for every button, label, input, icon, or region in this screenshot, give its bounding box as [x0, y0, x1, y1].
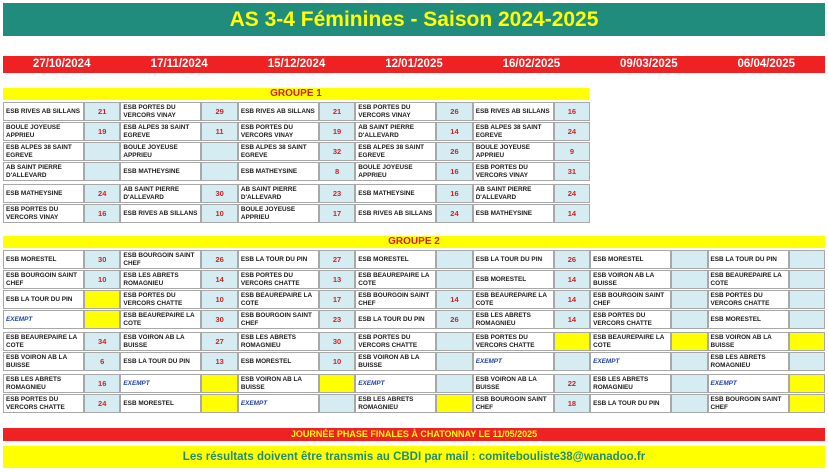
team-name: ESB BEAUREPAIRE LA COTE: [238, 290, 319, 309]
score-cell[interactable]: [671, 250, 707, 269]
team-name: EXEMPT: [473, 352, 554, 371]
score-cell[interactable]: [201, 374, 237, 393]
date-cell: 16/02/2025: [502, 58, 561, 70]
score-cell[interactable]: [554, 332, 590, 351]
score-cell[interactable]: 14: [554, 290, 590, 309]
score-cell[interactable]: 18: [554, 394, 590, 413]
team-name: ESB PORTES DU VERCORS CHATTE: [120, 290, 201, 309]
score-cell[interactable]: 21: [84, 102, 120, 121]
date-cell: 15/12/2024: [267, 58, 326, 70]
team-name: ESB LA TOUR DU PIN: [590, 394, 671, 413]
team-name: ESB MORESTEL: [238, 352, 319, 371]
score-cell[interactable]: 14: [554, 204, 590, 223]
team-name: ESB BEAUREPAIRE LA COTE: [120, 310, 201, 329]
team-name: ESB PORTES DU VERCORS VINAY: [120, 102, 201, 121]
score-cell[interactable]: 24: [554, 122, 590, 141]
table-row: [3, 394, 825, 413]
team-name: BOULE JOYEUSE APPRIEU: [238, 204, 319, 223]
team-name: BOULE JOYEUSE APPRIEU: [120, 142, 201, 161]
score-cell[interactable]: 19: [319, 122, 355, 141]
team-name: BOULE JOYEUSE APPRIEU: [355, 162, 436, 181]
team-name: EXEMPT: [708, 374, 789, 393]
score-cell[interactable]: [436, 250, 472, 269]
team-name: ESB BEAUREPAIRE LA COTE: [355, 270, 436, 289]
team-name: ESB MATHEYSINE: [473, 204, 554, 223]
score-cell[interactable]: [84, 162, 120, 181]
team-name: AB SAINT PIERRE D'ALLEVARD: [238, 184, 319, 203]
team-name: ESB LA TOUR DU PIN: [355, 310, 436, 329]
team-name: ESB ALPES 38 SAINT EGREVE: [238, 142, 319, 161]
score-cell[interactable]: 14: [554, 310, 590, 329]
date-cell: 12/01/2025: [385, 58, 443, 70]
footer-banner: Les résultats doivent être transmis au CBDI par mail : comitebouliste38@wanadoo.fr: [3, 446, 825, 468]
score-cell[interactable]: [84, 142, 120, 161]
table-row: [3, 310, 825, 329]
score-cell[interactable]: 34: [84, 332, 120, 351]
score-cell[interactable]: 14: [554, 270, 590, 289]
team-name: ESB BOURGOIN SAINT CHEF: [590, 290, 671, 309]
team-name: ESB PORTES DU VERCORS CHATTE: [590, 310, 671, 329]
table-row: [3, 250, 825, 269]
team-name: ESB VOIRON AB LA BUISSE: [355, 352, 436, 371]
score-cell[interactable]: 24: [436, 204, 472, 223]
table-row: [3, 270, 825, 289]
team-name: ESB LES ABRETS ROMAGNIEU: [238, 332, 319, 351]
score-cell[interactable]: [671, 290, 707, 309]
team-name: ESB BOURGOIN SAINT CHEF: [708, 394, 789, 413]
score-cell[interactable]: 10: [84, 270, 120, 289]
table-row: [3, 332, 825, 351]
team-name: ESB MORESTEL: [3, 250, 84, 269]
team-name: ESB VOIRON AB LA BUISSE: [473, 374, 554, 393]
score-cell[interactable]: 29: [201, 102, 237, 121]
team-name: EXEMPT: [590, 352, 671, 371]
team-name: ESB MORESTEL: [590, 250, 671, 269]
final-phase-banner: JOURNÉE PHASE FINALES À CHATONNAY LE 11/05/2025: [3, 428, 825, 441]
team-name: EXEMPT: [355, 374, 436, 393]
score-cell[interactable]: 13: [319, 270, 355, 289]
team-name: ESB RIVES AB SILLANS: [120, 204, 201, 223]
score-cell[interactable]: [671, 310, 707, 329]
score-cell[interactable]: 30: [201, 184, 237, 203]
score-cell[interactable]: 27: [201, 332, 237, 351]
team-name: ESB BOURGOIN SAINT CHEF: [120, 250, 201, 269]
score-cell[interactable]: [671, 270, 707, 289]
score-cell[interactable]: [201, 162, 237, 181]
score-cell[interactable]: 27: [319, 250, 355, 269]
team-name: ESB LA TOUR DU PIN: [3, 290, 84, 309]
team-name: ESB PORTES DU VERCORS CHATTE: [473, 332, 554, 351]
score-cell[interactable]: [789, 290, 825, 309]
team-name: ESB RIVES AB SILLANS: [3, 102, 84, 121]
team-name: ESB LA TOUR DU PIN: [708, 250, 789, 269]
score-cell[interactable]: [554, 352, 590, 371]
team-name: AB SAINT PIERRE D'ALLEVARD: [355, 122, 436, 141]
score-cell[interactable]: [436, 332, 472, 351]
score-cell[interactable]: [201, 142, 237, 161]
score-cell[interactable]: 16: [436, 184, 472, 203]
team-name: ESB PORTES DU VERCORS VINAY: [3, 204, 84, 223]
team-name: ESB MATHEYSINE: [120, 162, 201, 181]
score-cell[interactable]: 17: [319, 204, 355, 223]
team-name: ESB VOIRON AB LA BUISSE: [238, 374, 319, 393]
team-name: ESB PORTES DU VERCORS VINAY: [355, 102, 436, 121]
score-cell[interactable]: [436, 352, 472, 371]
team-name: ESB LES ABRETS ROMAGNIEU: [590, 374, 671, 393]
team-name: ESB BOURGOIN SAINT CHEF: [473, 394, 554, 413]
team-name: AB SAINT PIERRE D'ALLEVARD: [3, 162, 84, 181]
team-name: ESB BEAUREPAIRE LA COTE: [3, 332, 84, 351]
table-row: [3, 102, 590, 121]
score-cell[interactable]: [319, 394, 355, 413]
team-name: ESB BOURGOIN SAINT CHEF: [238, 310, 319, 329]
team-name: ESB LA TOUR DU PIN: [120, 352, 201, 371]
score-cell[interactable]: 16: [84, 374, 120, 393]
team-name: ESB MATHEYSINE: [355, 184, 436, 203]
team-name: ESB PORTES DU VERCORS VINAY: [238, 122, 319, 141]
score-cell[interactable]: [84, 290, 120, 309]
score-cell[interactable]: 24: [84, 184, 120, 203]
team-name: EXEMPT: [238, 394, 319, 413]
score-cell[interactable]: 14: [436, 290, 472, 309]
score-cell[interactable]: [789, 250, 825, 269]
team-name: AB SAINT PIERRE D'ALLEVARD: [473, 184, 554, 203]
team-name: ESB MORESTEL: [473, 270, 554, 289]
score-cell[interactable]: 22: [554, 374, 590, 393]
score-cell[interactable]: 32: [319, 142, 355, 161]
score-cell[interactable]: 23: [319, 310, 355, 329]
score-cell[interactable]: 10: [319, 352, 355, 371]
team-name: ESB BEAUREPAIRE LA COTE: [473, 290, 554, 309]
score-cell[interactable]: 26: [554, 250, 590, 269]
team-name: ESB MATHEYSINE: [3, 184, 84, 203]
score-cell[interactable]: [789, 394, 825, 413]
score-cell[interactable]: 14: [436, 122, 472, 141]
team-name: ESB PORTES DU VERCORS CHATTE: [238, 270, 319, 289]
table-row: [3, 122, 590, 141]
groupe2-title: GROUPE 2: [3, 236, 825, 248]
team-name: ESB PORTES DU VERCORS CHATTE: [355, 332, 436, 351]
team-name: ESB MORESTEL: [355, 250, 436, 269]
team-name: EXEMPT: [3, 310, 84, 329]
team-name: ESB PORTES DU VERCORS CHATTE: [708, 290, 789, 309]
score-cell[interactable]: 9: [554, 142, 590, 161]
table-row: [3, 204, 590, 223]
date-cell: 27/10/2024: [32, 58, 91, 70]
team-name: ESB VOIRON AB LA BUISSE: [120, 332, 201, 351]
date-cell: 09/03/2025: [620, 58, 678, 70]
score-cell[interactable]: 26: [201, 250, 237, 269]
score-cell[interactable]: [436, 270, 472, 289]
table-row: [3, 352, 825, 371]
team-name: ESB BEAUREPAIRE LA COTE: [708, 270, 789, 289]
score-cell[interactable]: 14: [201, 270, 237, 289]
team-name: ESB LA TOUR DU PIN: [473, 250, 554, 269]
score-cell[interactable]: [671, 394, 707, 413]
team-name: EXEMPT: [120, 374, 201, 393]
score-cell[interactable]: 26: [436, 310, 472, 329]
score-cell[interactable]: [436, 374, 472, 393]
team-name: ESB LES ABRETS ROMAGNIEU: [355, 394, 436, 413]
team-name: ESB VOIRON AB LA BUISSE: [590, 270, 671, 289]
score-cell[interactable]: 13: [201, 352, 237, 371]
score-cell[interactable]: 24: [84, 394, 120, 413]
score-cell[interactable]: 17: [319, 290, 355, 309]
table-row: [3, 184, 590, 203]
team-name: BOULE JOYEUSE APPRIEU: [3, 122, 84, 141]
score-cell[interactable]: 24: [554, 184, 590, 203]
score-cell[interactable]: [789, 374, 825, 393]
team-name: AB SAINT PIERRE D'ALLEVARD: [120, 184, 201, 203]
score-cell[interactable]: [84, 310, 120, 329]
score-cell[interactable]: 30: [201, 310, 237, 329]
team-name: ESB LES ABRETS ROMAGNIEU: [3, 374, 84, 393]
table-row: [3, 374, 825, 393]
score-cell[interactable]: 10: [201, 290, 237, 309]
table-row: [3, 142, 590, 161]
team-name: ESB BEAUREPAIRE LA COTE: [590, 332, 671, 351]
team-name: ESB RIVES AB SILLANS: [473, 102, 554, 121]
score-cell[interactable]: [789, 332, 825, 351]
score-cell[interactable]: [671, 374, 707, 393]
team-name: ESB BOURGOIN SAINT CHEF: [355, 290, 436, 309]
score-cell[interactable]: [671, 332, 707, 351]
team-name: ESB PORTES DU VERCORS CHATTE: [3, 394, 84, 413]
score-cell[interactable]: 16: [84, 204, 120, 223]
team-name: ESB MATHEYSINE: [238, 162, 319, 181]
score-cell[interactable]: 30: [319, 332, 355, 351]
team-name: ESB LES ABRETS ROMAGNIEU: [708, 352, 789, 371]
date-cell: 17/11/2024: [150, 58, 208, 70]
groupe1-title: GROUPE 1: [3, 88, 589, 100]
score-cell[interactable]: [789, 310, 825, 329]
page-title: AS 3-4 Féminines - Saison 2024-2025: [3, 3, 825, 36]
team-name: ESB MORESTEL: [120, 394, 201, 413]
score-cell[interactable]: [201, 394, 237, 413]
score-cell[interactable]: 26: [436, 102, 472, 121]
team-name: ESB VOIRON AB LA BUISSE: [3, 352, 84, 371]
team-name: ESB RIVES AB SILLANS: [238, 102, 319, 121]
score-cell[interactable]: [319, 374, 355, 393]
team-name: ESB PORTES DU VERCORS VINAY: [473, 162, 554, 181]
team-name: ESB RIVES AB SILLANS: [355, 204, 436, 223]
score-cell[interactable]: 16: [554, 102, 590, 121]
score-cell[interactable]: 19: [84, 122, 120, 141]
score-cell[interactable]: [789, 352, 825, 371]
date-header-row: [3, 56, 825, 73]
team-name: ESB MORESTEL: [708, 310, 789, 329]
team-name: ESB ALPES 38 SAINT EGREVE: [3, 142, 84, 161]
score-cell[interactable]: 10: [201, 204, 237, 223]
team-name: ESB ALPES 38 SAINT EGREVE: [355, 142, 436, 161]
score-cell[interactable]: [436, 394, 472, 413]
score-cell[interactable]: 8: [319, 162, 355, 181]
score-cell[interactable]: 31: [554, 162, 590, 181]
team-name: ESB LES ABRETS ROMAGNIEU: [120, 270, 201, 289]
team-name: ESB LA TOUR DU PIN: [238, 250, 319, 269]
table-row: [3, 290, 825, 309]
score-cell[interactable]: 26: [436, 142, 472, 161]
team-name: ESB VOIRON AB LA BUISSE: [708, 332, 789, 351]
score-cell[interactable]: [671, 352, 707, 371]
score-cell[interactable]: 30: [84, 250, 120, 269]
team-name: ESB LES ABRETS ROMAGNIEU: [473, 310, 554, 329]
score-cell[interactable]: [789, 270, 825, 289]
table-row: [3, 162, 590, 181]
team-name: ESB ALPES 38 SAINT EGREVE: [120, 122, 201, 141]
score-cell[interactable]: 11: [201, 122, 237, 141]
team-name: ESB ALPES 38 SAINT EGREVE: [473, 122, 554, 141]
score-cell[interactable]: 21: [319, 102, 355, 121]
date-cell: 06/04/2025: [737, 58, 796, 70]
score-cell[interactable]: 16: [436, 162, 472, 181]
score-cell[interactable]: 6: [84, 352, 120, 371]
team-name: BOULE JOYEUSE APPRIEU: [473, 142, 554, 161]
score-cell[interactable]: 23: [319, 184, 355, 203]
team-name: ESB BOURGOIN SAINT CHEF: [3, 270, 84, 289]
